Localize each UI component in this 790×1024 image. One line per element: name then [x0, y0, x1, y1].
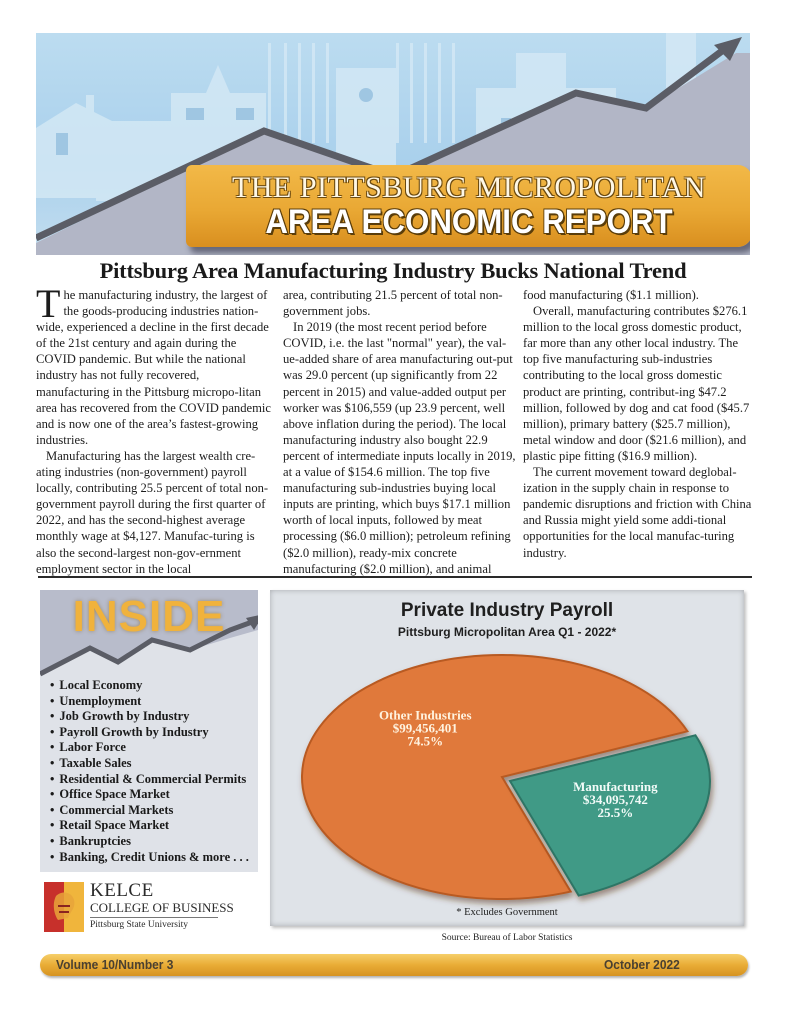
logo-college-text: COLLEGE OF BUSINESS: [90, 900, 234, 915]
issue-volume: Volume 10/Number 3: [56, 957, 174, 972]
article-paragraph: area, contributing 21.5 percent of total non-government jobs.: [283, 288, 503, 319]
article-column-1: [36, 281, 272, 577]
article-paragraph: In 2019 (the most recent period before COVID, i.e. the last "normal" year), the val-ue-added share of area manufacturing out-put was 29.0 percent (up significantly from 22 percent in 2015) and value-added output per worker was $106,559 (up 23.9 percent, well above inflation during the period). The local manufacturing industry also bought 22.9 percent of intermediate inputs locally in 2019, at a value of $154.6 million. The top five manufacturing sub-industries buying local inputs are printing, which buys $17.1 million worth of local inputs, followed by meat processing ($6.0 million); petroleum refining ($2.0 million), ready-mix concrete manufacturing ($2.0 million), and animal: [283, 320, 516, 576]
article-column-3: [523, 287, 755, 561]
chart-source: Source: Bureau of Labor Statistics: [441, 933, 573, 943]
article-column-2: [283, 287, 519, 577]
slice-label-manufacturing: Manufacturing: [573, 779, 658, 795]
logo-kelce-text: KELCE: [90, 880, 154, 901]
inside-contents-box: [40, 590, 258, 872]
inside-topic-item: • Commercial Markets: [50, 803, 249, 819]
inside-topic-item: • Residential & Commercial Permits: [50, 772, 249, 788]
drop-cap: T: [36, 281, 61, 326]
chart-subtitle: Pittsburg Micropolitan Area Q1 - 2022*: [397, 625, 617, 639]
inside-topic-item: • Unemployment: [50, 694, 249, 710]
masthead-banner: [36, 33, 750, 255]
inside-topic-list: [50, 678, 249, 865]
article-paragraph: food manufacturing ($1.1 million).: [523, 288, 699, 302]
report-title-line2: AREA ECONOMIC REPORT: [265, 203, 673, 241]
slice-percent-other-industries: 74.5%: [407, 733, 444, 749]
inside-topic-item: • Retail Space Market: [50, 818, 249, 834]
inside-topic-item: • Payroll Growth by Industry: [50, 725, 249, 741]
section-divider: [38, 576, 752, 578]
gorilla-mascot-icon: [44, 882, 84, 932]
article-paragraph: The current movement toward deglobal-ization in the supply chain in response to pandemic disruptions and friction with China and Russia might yield some addi-tional opportunities for the local manufac-turing industry.: [523, 465, 752, 560]
article-paragraph: [36, 281, 272, 448]
pie-chart: [270, 590, 744, 910]
inside-topic-item: • Taxable Sales: [50, 756, 249, 772]
inside-topic-item: • Banking, Credit Unions & more . . .: [50, 850, 249, 866]
inside-topic-item: • Job Growth by Industry: [50, 709, 249, 725]
issue-footer-bar: [40, 954, 748, 976]
article-headline: Pittsburg Area Manufacturing Industry Bucks National Trend: [99, 258, 687, 283]
article-paragraph: Manufacturing has the largest wealth cre-ating industries (non-government) payroll locally, contributing 25.5 percent of total non-government payroll during the first quarter of 2022, and has the second-highest average monthly wage at $4,127. Manufac-turing is also the second-largest non-gov-ernment employment sector in the local: [36, 448, 269, 576]
inside-topic-item: • Office Space Market: [50, 787, 249, 803]
paragraph-text: he manufacturing industry, the largest of the goods-producing industries nation-wide, experienced a decline in the first decade of the 21st century and again during the COVID pandemic. But while the national industry has not fully recovered, manufacturing in the Pittsburg micropo-litan area has recovered from the COVID pandemic and is now one of the area’s fastest-growing industries.: [36, 288, 271, 447]
chart-footnote: * Excludes Government: [456, 907, 558, 918]
inside-title: INSIDE: [72, 592, 226, 641]
kelce-college-logo: [44, 880, 264, 935]
inside-topic-item: • Labor Force: [50, 740, 249, 756]
report-title-plate: [186, 165, 750, 247]
slice-percent-manufacturing: 25.5%: [597, 805, 634, 821]
slice-value-manufacturing: $34,095,742: [582, 792, 648, 808]
slice-value-other-industries: $99,456,401: [392, 720, 458, 736]
logo-divider: [90, 917, 218, 918]
inside-topic-item: • Local Economy: [50, 678, 249, 694]
payroll-chart-panel: [270, 590, 744, 926]
article-paragraph: Overall, manufacturing contributes $276.1 million to the local gross domestic product, far more than any other local industry. The top five manufacturing sub-industries contributing to the local gross domestic product are printing, contribut-ing $47.2 million, followed by dog and cat food ($45.7 million), primary battery ($25.7 million), metal window and door ($21.6 million), and plastic pipe fitting ($16.9 million).: [523, 304, 750, 463]
issue-date: October 2022: [603, 957, 680, 972]
slice-label-other-industries: Other Industries: [378, 707, 472, 723]
inside-topic-item: • Bankruptcies: [50, 834, 249, 850]
logo-university-text: Pittsburg State University: [90, 920, 188, 930]
chart-title: Private Industry Payroll: [400, 600, 614, 621]
report-title-line1: THE PITTSBURG MICROPOLITAN: [232, 171, 706, 204]
